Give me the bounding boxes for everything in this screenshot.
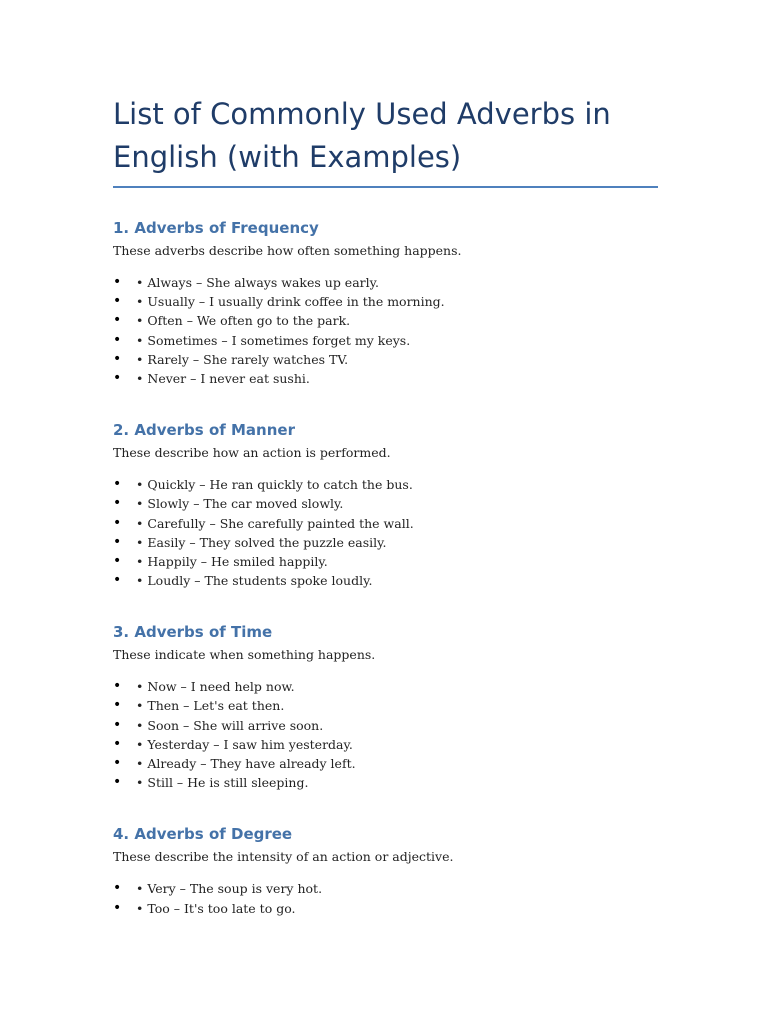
bullet-icon: • <box>113 697 122 714</box>
bullet-icon: • <box>113 331 122 348</box>
inline-bullet-icon: • <box>136 573 144 589</box>
bullet-icon: • <box>113 552 122 569</box>
bullet-icon: • <box>113 716 122 733</box>
inline-bullet-icon: • <box>136 351 144 367</box>
list-item <box>113 350 658 369</box>
bullet-icon: • <box>113 495 122 512</box>
list-item-text: Slowly – The car moved slowly. <box>147 496 344 512</box>
inline-bullet-icon: • <box>136 698 144 714</box>
bullet-icon: • <box>113 755 122 771</box>
section-heading: 2. Adverbs of Manner <box>113 421 295 440</box>
list-item-text: Easily – They solved the puzzle easily. <box>147 534 387 550</box>
list-item-text: Soon – She will arrive soon. <box>147 717 324 733</box>
list-item <box>113 273 658 292</box>
inline-bullet-icon: • <box>136 900 144 916</box>
section-description: These describe the intensity of an action or adjective. <box>113 849 454 865</box>
list-item <box>113 754 658 773</box>
list-item-text: Now – I need help now. <box>147 679 295 695</box>
section-description: These indicate when something happens. <box>113 647 376 663</box>
list-item <box>113 677 658 696</box>
list-item <box>113 475 658 494</box>
section-description: These describe how an action is performed. <box>113 445 391 461</box>
list-item-text: Often – We often go to the park. <box>147 313 351 329</box>
list-item <box>113 696 658 715</box>
bullet-list <box>113 879 658 917</box>
bullet-list <box>113 475 658 590</box>
section-heading: 1. Adverbs of Frequency <box>113 219 319 237</box>
list-item-text: Rarely – She rarely watches TV. <box>147 351 349 367</box>
inline-bullet-icon: • <box>136 534 144 550</box>
list-item <box>113 773 658 792</box>
page-title: List of Commonly Used Adverbs in English (with Examples) <box>113 93 658 188</box>
bullet-icon: • <box>113 572 122 589</box>
section-degree <box>113 824 658 917</box>
bullet-icon: • <box>113 735 122 752</box>
list-item <box>113 716 658 735</box>
bullet-icon: • <box>113 533 122 550</box>
list-item-text: Still – He is still sleeping. <box>147 775 309 791</box>
list-item <box>113 331 658 350</box>
section-description: These adverbs describe how often something happens. <box>113 243 462 258</box>
bullet-list <box>113 273 658 388</box>
bullet-icon: • <box>113 350 122 367</box>
inline-bullet-icon: • <box>136 275 144 290</box>
list-item <box>113 533 658 552</box>
list-item <box>113 369 658 388</box>
bullet-icon: • <box>113 514 122 531</box>
inline-bullet-icon: • <box>136 496 144 512</box>
list-item-text: Happily – He smiled happily. <box>147 553 328 569</box>
section-manner <box>113 420 658 590</box>
bullet-icon: • <box>113 678 122 695</box>
section-frequency <box>113 218 658 388</box>
list-item-text: Never – I never eat sushi. <box>147 370 310 386</box>
list-item <box>113 311 658 330</box>
list-item <box>113 879 658 898</box>
section-time <box>113 622 658 792</box>
list-item-text: Usually – I usually drink coffee in the morning. <box>147 294 445 310</box>
list-item-text: Already – They have already left. <box>147 756 356 771</box>
list-item <box>113 735 658 754</box>
bullet-icon: • <box>113 880 122 897</box>
bullet-list <box>113 677 658 792</box>
bullet-icon: • <box>113 274 122 290</box>
list-item <box>113 292 658 311</box>
inline-bullet-icon: • <box>136 775 144 791</box>
list-item-text: Always – She always wakes up early. <box>147 275 379 290</box>
section-heading: 3. Adverbs of Time <box>113 623 273 642</box>
list-item <box>113 899 658 918</box>
bullet-icon: • <box>113 312 122 329</box>
document-page <box>113 93 658 918</box>
list-item <box>113 571 658 590</box>
list-item <box>113 552 658 571</box>
list-item-text: Loudly – The students spoke loudly. <box>147 573 373 589</box>
inline-bullet-icon: • <box>136 515 144 531</box>
inline-bullet-icon: • <box>136 679 144 695</box>
list-item <box>113 514 658 533</box>
inline-bullet-icon: • <box>136 736 144 752</box>
list-item-text: Too – It's too late to go. <box>147 900 296 916</box>
bullet-icon: • <box>113 476 122 493</box>
list-item-text: Sometimes – I sometimes forget my keys. <box>147 332 411 348</box>
bullet-icon: • <box>113 774 122 791</box>
list-item <box>113 494 658 513</box>
inline-bullet-icon: • <box>136 553 144 569</box>
inline-bullet-icon: • <box>136 294 144 310</box>
list-item-text: Yesterday – I saw him yesterday. <box>147 736 353 752</box>
bullet-icon: • <box>113 899 122 916</box>
inline-bullet-icon: • <box>136 756 144 771</box>
inline-bullet-icon: • <box>136 370 144 386</box>
bullet-icon: • <box>113 369 122 386</box>
list-item-text: Carefully – She carefully painted the wall. <box>147 515 414 531</box>
inline-bullet-icon: • <box>136 332 144 348</box>
bullet-icon: • <box>113 293 122 310</box>
list-item-text: Quickly – He ran quickly to catch the bus. <box>147 477 413 493</box>
inline-bullet-icon: • <box>136 881 144 897</box>
inline-bullet-icon: • <box>136 477 144 493</box>
list-item-text: Very – The soup is very hot. <box>147 881 323 897</box>
section-heading: 4. Adverbs of Degree <box>113 825 293 844</box>
inline-bullet-icon: • <box>136 717 144 733</box>
list-item-text: Then – Let's eat then. <box>147 698 285 714</box>
inline-bullet-icon: • <box>136 313 144 329</box>
